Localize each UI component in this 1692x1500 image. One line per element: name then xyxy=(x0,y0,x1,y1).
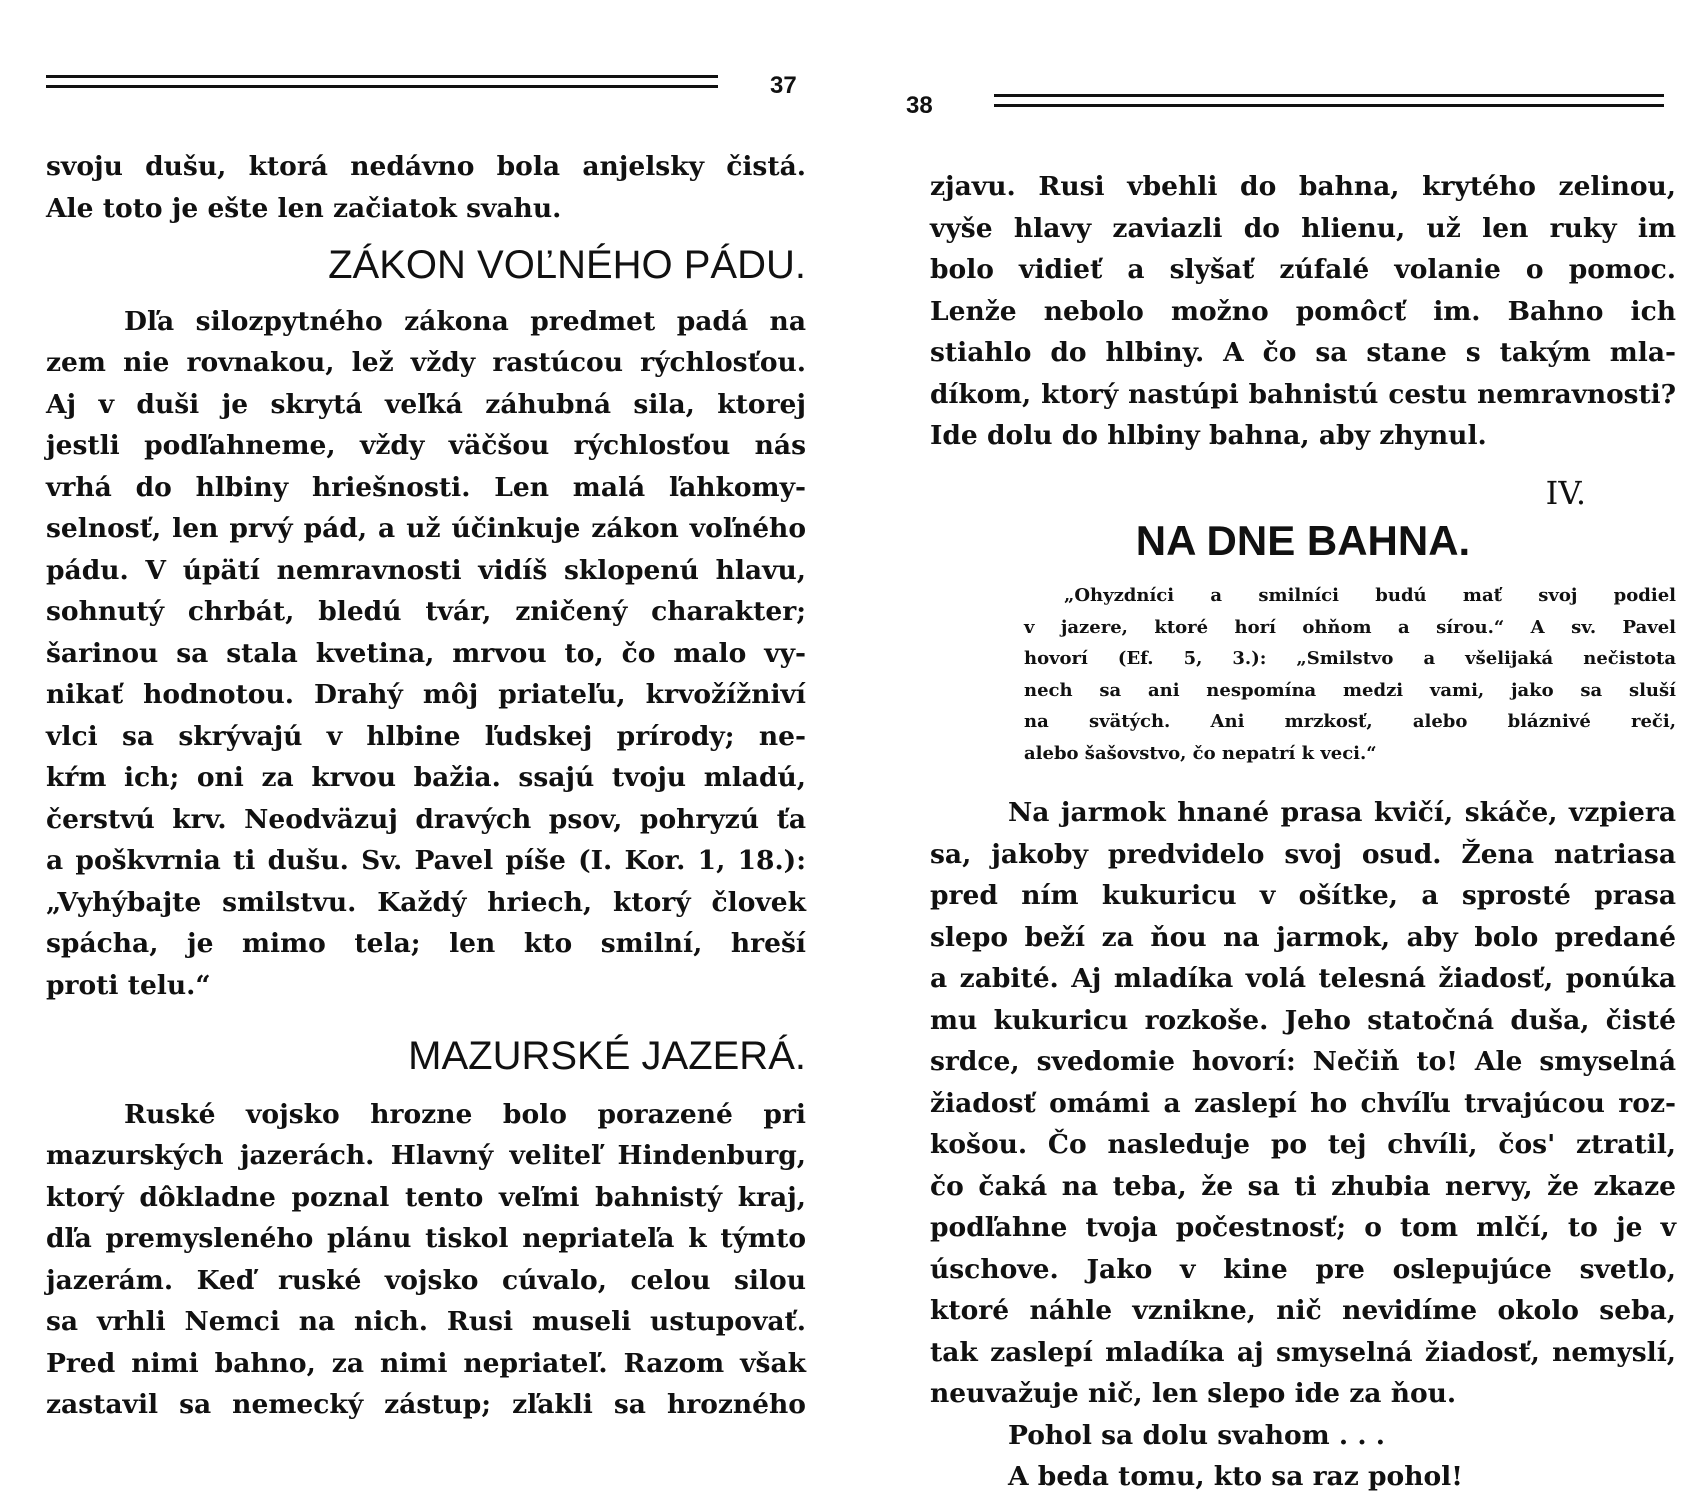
text-line: selnosť, len prvý pád, a už účinkuje zákon voľného xyxy=(46,513,806,544)
text-line: slepo beží za ňou na jarmok, aby bolo predané xyxy=(930,921,1676,953)
text-line: čerstvú krv. Neodväzuj dravých psov, pohryzú ťa xyxy=(46,803,806,835)
chapter-heading xyxy=(930,517,1676,564)
text-line: svoju dušu, ktorá nedávno bola anjelsky čistá. xyxy=(46,151,806,182)
quote-line: na svätých. Ani mrzkosť, alebo bláznivé reči, xyxy=(1024,711,1676,732)
text-line: košou. Čo nasleduje po tej chvíli, čos' ztratil, xyxy=(930,1129,1676,1160)
text-line: Pred nimi bahno, za nimi nepriateľ. Razom však xyxy=(46,1347,806,1379)
text-line: pádu. V úpätí nemravnosti vidíš sklopenú hlavu, xyxy=(46,554,806,586)
text-line: ktorý dôkladne poznal tento veľmi bahnistý kraj, xyxy=(46,1181,806,1213)
text-line: šarinou sa stala kvetina, mrvou to, čo malo vy- xyxy=(46,637,806,669)
text-line: díkom, ktorý nastúpi bahnistú cestu nemravnosti? xyxy=(930,378,1676,410)
text-line: sa, jakoby predvidelo svoj osud. Žena natriasa xyxy=(930,838,1676,870)
text-line: Aj v duši je skrytá veľká záhubná sila, ktorej xyxy=(46,388,806,420)
right-text-column-top xyxy=(930,166,1676,457)
text-line: neuvažuje nič, len slepo ide za ňou. xyxy=(930,1378,1457,1409)
text-line: vyše hlavy zaviazli do hlienu, už len ruky im xyxy=(930,212,1676,244)
text-line: kŕm ich; oni za krvou bažia. ssajú tvoju mladú, xyxy=(46,762,806,793)
text-line: podľahne tvoja počestnosť; o tom mlčí, to je v xyxy=(930,1212,1676,1243)
text-line: jazerám. Keď ruské vojsko cúvalo, celou silou xyxy=(46,1264,806,1296)
text-line: zjavu. Rusi vbehli do bahna, krytého zelinou, xyxy=(930,171,1676,202)
text-line: jestli podľahneme, vždy väčšou rýchlosťou nás xyxy=(46,430,806,461)
text-line: sohnutý chrbát, bledú tvár, zničený charakter; xyxy=(46,596,806,627)
text-line: zastavil sa nemecký zástup; zľakli sa hrozného xyxy=(46,1389,806,1420)
text-line: vlci sa skrývajú v hlbine ľudskej prírody; ne- xyxy=(46,720,806,752)
intro-paragraph xyxy=(46,146,806,229)
text-line: dľa premysleného plánu tiskol nepriateľa k týmto xyxy=(46,1223,806,1254)
chapter-numeral: IV. xyxy=(1545,474,1586,512)
page-number: 38 xyxy=(906,92,933,119)
text-line: nikať hodnotou. Drahý môj priateľu, krvožížniví xyxy=(46,679,806,710)
left-text-column xyxy=(46,146,806,1426)
quote-line: v jazere, ktoré horí ohňom a sírou.“ A sv. Pavel xyxy=(1024,616,1676,638)
quote-line: hovorí (Ef. 5, 3.): „Smilstvo a všelijaká nečistota xyxy=(1024,648,1676,669)
text-line: a zabité. Aj mladíka volá telesná žiadosť, ponúka xyxy=(930,963,1676,994)
text-line: „Vyhýbajte smilstvu. Každý hriech, ktorý človek xyxy=(46,886,806,918)
right-page xyxy=(846,0,1692,1500)
quote-line: nech sa ani nespomína medzi vami, jako sa sluší xyxy=(1024,679,1676,701)
text-line: spácha, je mimo tela; len kto smilní, hreší xyxy=(46,928,806,959)
quote-line: „Ohyzdníci a smilníci budú mať svoj podiel xyxy=(1064,585,1676,606)
text-line: zem nie rovnakou, lež vždy rastúcou rýchlosťou. xyxy=(46,347,806,378)
text-line: pred ním kukuricu v ošítke, a sprosté prasa xyxy=(930,880,1676,911)
quote-line: alebo šašovstvo, čo nepatrí k veci.“ xyxy=(1024,742,1377,764)
text-line: proti telu.“ xyxy=(46,969,211,1001)
text-line: sa vrhli Nemci na nich. Rusi museli ustupovať. xyxy=(46,1306,806,1337)
closing-line: A beda tomu, kto sa raz pohol! xyxy=(1008,1461,1463,1492)
heading-zakon: ZÁKON VOĽNÉHO PÁDU. xyxy=(328,243,806,287)
text-line: a poškvrnia ti dušu. Sv. Pavel píše (I. Kor. 1, 18.): xyxy=(46,845,806,876)
text-line: bolo vidieť a slyšať zúfalé volanie o pomoc. xyxy=(930,254,1676,285)
section-heading-2 xyxy=(46,1036,806,1082)
text-line: mu kukuricu rozkoše. Jeho statočná duša, čisté xyxy=(930,1004,1676,1036)
text-line: mazurských jazerách. Hlavný veliteľ Hindenburg, xyxy=(46,1140,806,1171)
text-line: Lenže nebolo možno pomôcť im. Bahno ich xyxy=(930,295,1676,327)
text-line: vrhá do hlbiny hriešnosti. Len malá ľahkomy- xyxy=(46,471,806,503)
heading-na-dne-bahna: NA DNE BAHNA. xyxy=(1135,517,1471,564)
text-line: úschove. Jako v kine pre oslepujúce svetlo, xyxy=(930,1253,1676,1285)
section-heading-1 xyxy=(46,245,806,291)
text-line: Ruské vojsko hrozne bolo porazené pri xyxy=(124,1098,806,1130)
epigraph-quote xyxy=(1024,580,1676,769)
closing-line: Pohol sa dolu svahom . . . xyxy=(1008,1419,1386,1451)
text-line: Na jarmok hnané prasa kvičí, skáče, vzpiera xyxy=(1008,797,1676,828)
text-line: ktoré náhle vznikne, nič nevidíme okolo seba, xyxy=(930,1295,1676,1326)
page-number: 37 xyxy=(770,72,797,99)
header-rule xyxy=(994,94,1664,107)
text-line: Ide dolu do hlbiny bahna, aby zhynul. xyxy=(930,420,1487,451)
paragraph-mazurske xyxy=(46,1094,806,1426)
text-line: Dľa silozpytného zákona predmet padá na xyxy=(124,305,806,337)
text-line: tak zaslepí mladíka aj smyselná žiadosť, nemyslí, xyxy=(930,1336,1676,1368)
heading-mazurske: MAZURSKÉ JAZERÁ. xyxy=(408,1034,806,1078)
text-line: srdce, svedomie hovorí: Nečiň to! Ale smyselná xyxy=(930,1046,1676,1077)
text-line: stiahlo do hlbiny. A čo sa stane s takým mla- xyxy=(930,337,1676,368)
header-rule xyxy=(46,75,718,88)
text-line: žiadosť omámi a zaslepí ho chvíľu trvajúcou roz- xyxy=(930,1087,1676,1119)
text-line: Ale toto je ešte len začiatok svahu. xyxy=(46,192,562,224)
paragraph-zakon xyxy=(46,301,806,1007)
text-line: čo čaká na teba, že sa ti zhubia nervy, že zkaze xyxy=(930,1170,1676,1202)
right-text-column-bottom xyxy=(930,792,1676,1498)
